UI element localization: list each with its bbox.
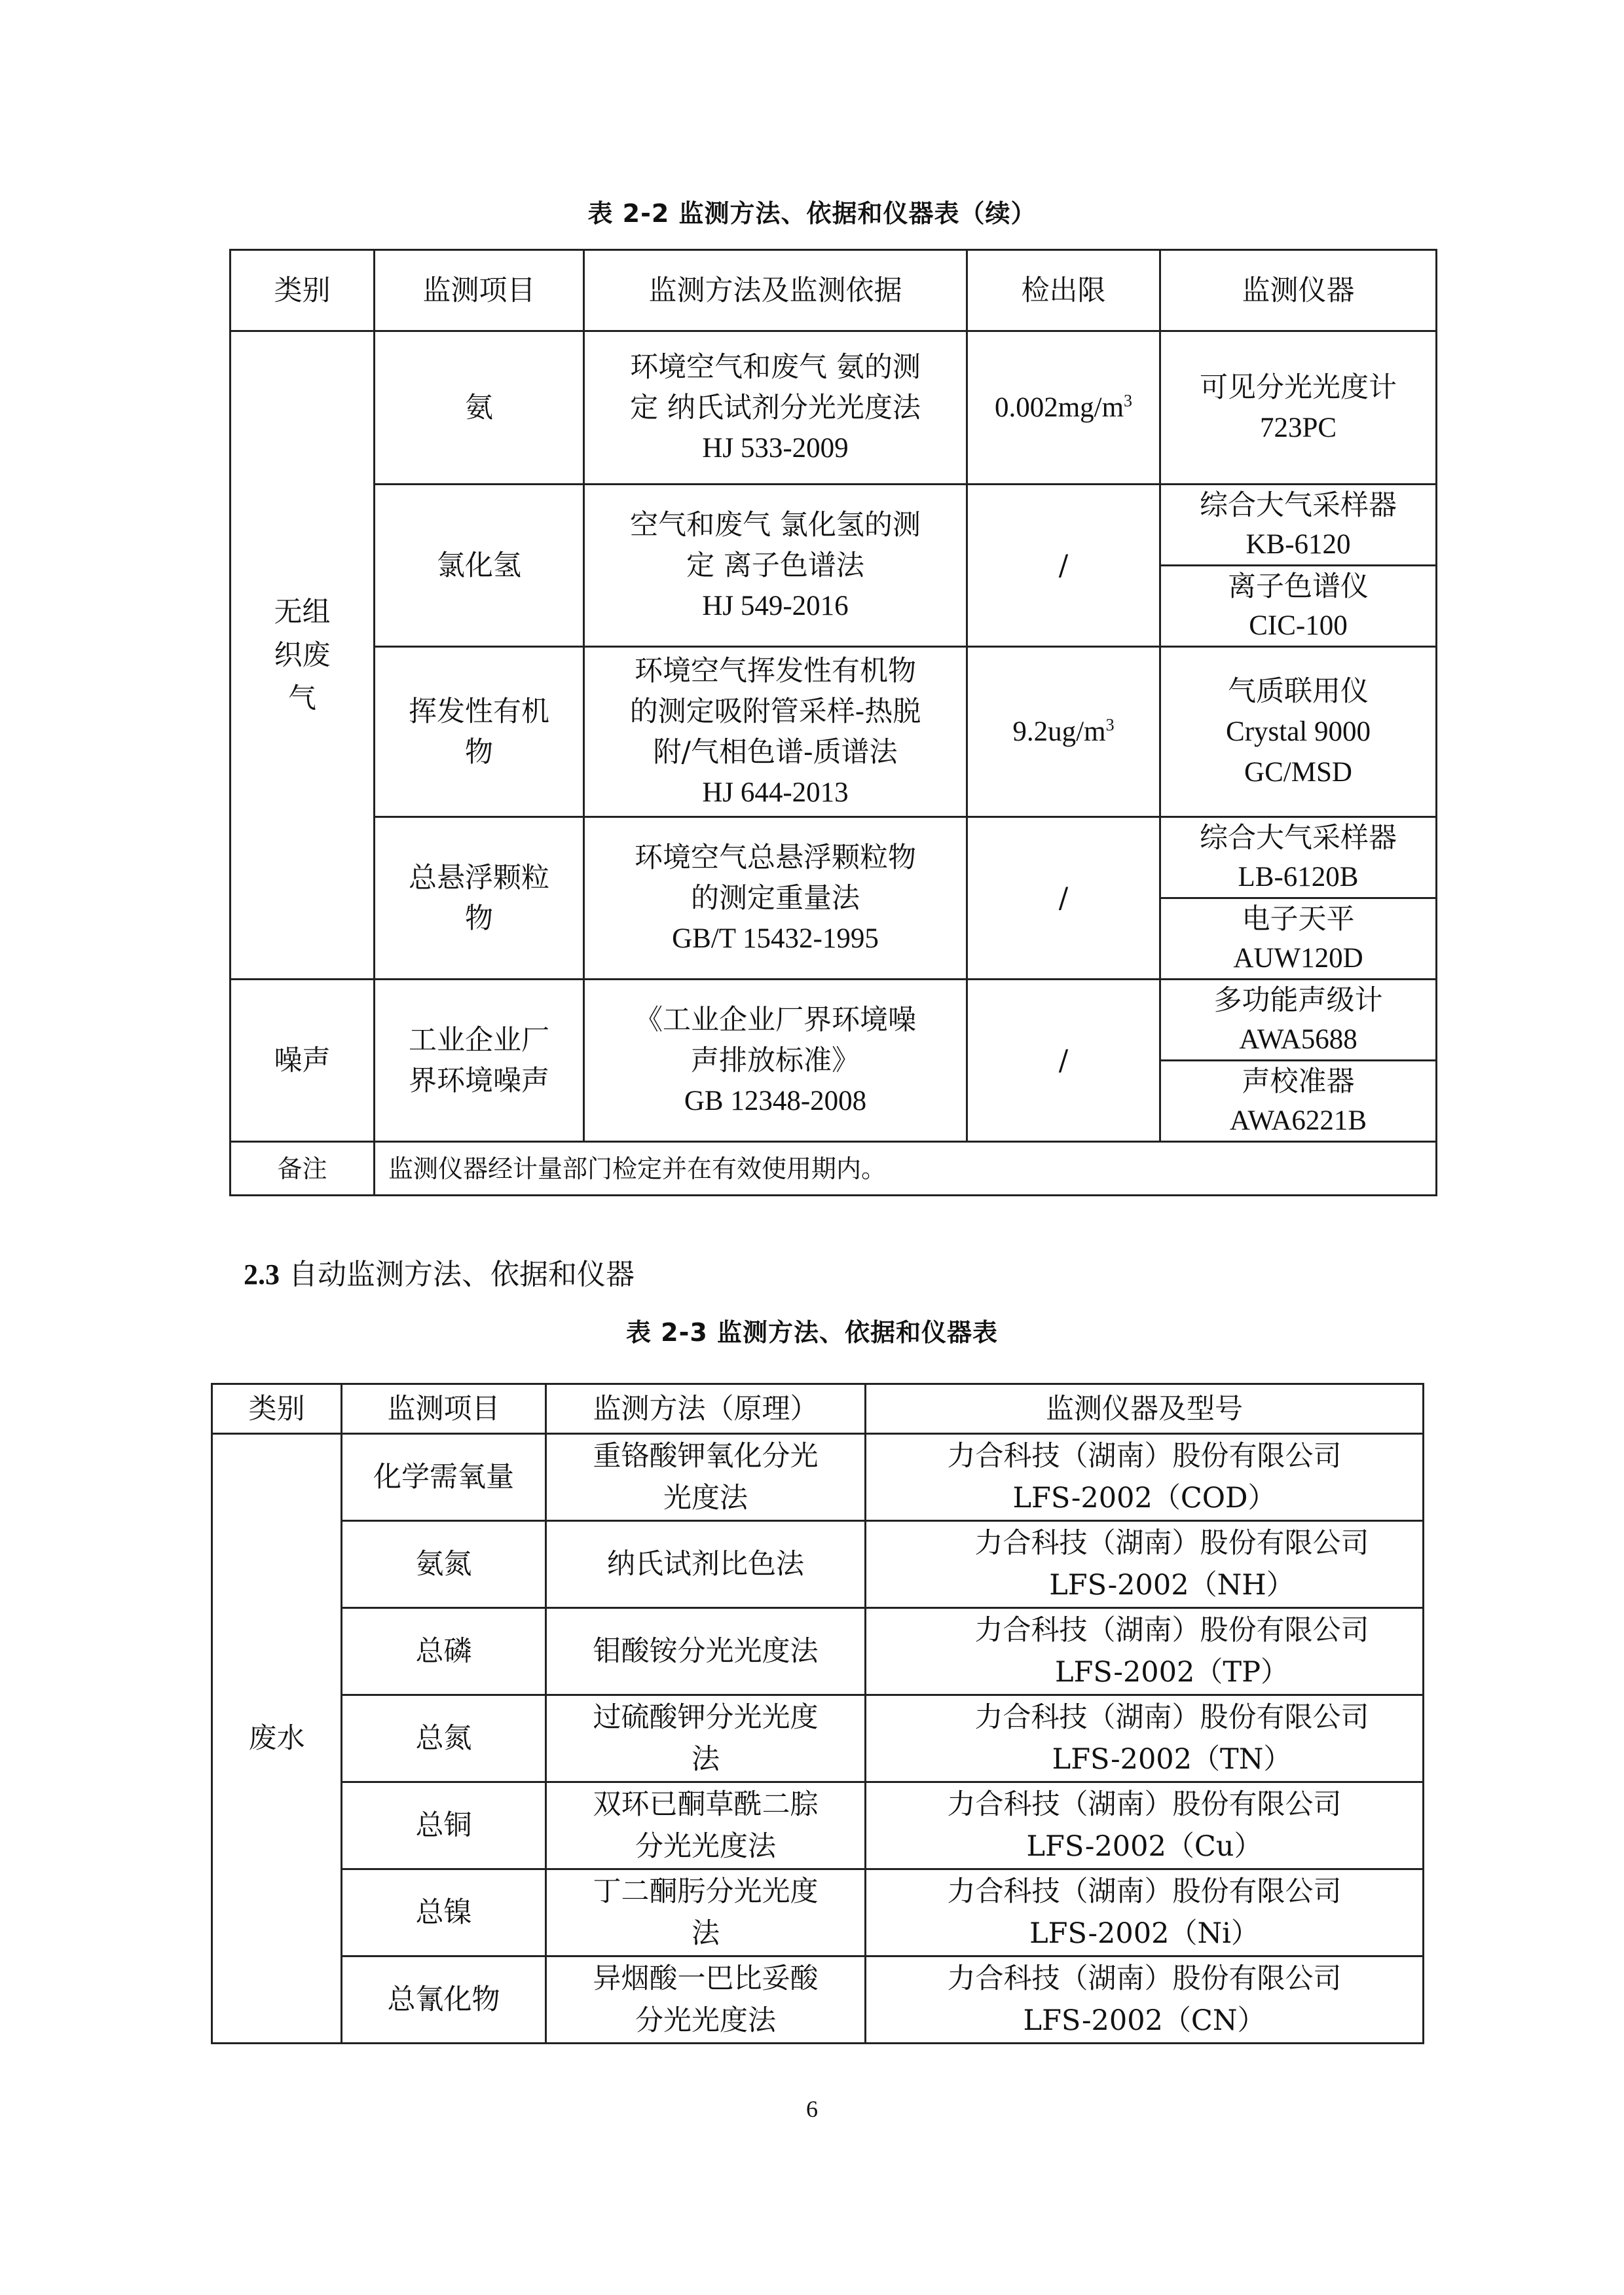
header-item: 监测项目 [375,250,584,331]
instrument-cell [1160,331,1437,485]
instrument-cell [866,1869,1424,1956]
header-limit: 检出限 [967,250,1160,331]
limit-value: 0.002mg/m [994,392,1124,423]
item-cell: 氨氮 [342,1521,546,1608]
instrument-name: 气质联用仪 [1228,674,1369,708]
method-line: 钼酸铵分光光度法 [593,1635,819,1668]
table-row [212,1956,1424,2044]
limit-cell: / [967,980,1160,1142]
limit-cell: / [967,485,1160,647]
item-text: 界环境噪声 [409,1064,549,1097]
instrument-maker: 力合科技（湖南）股份有限公司 [947,1875,1342,1908]
instrument-model: 723PC [1259,412,1337,443]
section-heading [244,1251,635,1293]
method-line: 光度法 [663,1482,748,1515]
page-number: 6 [806,2096,818,2122]
note-text: 监测仪器经计量部门检定并在有效使用期内。 [375,1142,1437,1196]
instrument-model: LFS-2002（Ni） [1029,1917,1259,1950]
item-text: 工业企业厂 [409,1023,549,1057]
item-cell [375,817,584,980]
table-row [212,1782,1424,1869]
instrument-model: LFS-2002（TN） [1052,1743,1292,1776]
instrument-maker: 力合科技（湖南）股份有限公司 [974,1701,1369,1734]
instrument-name: 离子色谱仪 [1228,570,1369,603]
table-2-2-caption: 表 2-2 监测方法、依据和仪器表（续） [587,199,1037,228]
method-line: 定 纳氏试剂分光光度法 [630,391,921,424]
table-header-row [212,1384,1424,1434]
item-cell: 总氮 [342,1695,546,1782]
instrument-cell [866,1956,1424,2044]
instrument-maker: 力合科技（湖南）股份有限公司 [947,1788,1342,1821]
method-line: 丁二酮肟分光光度 [593,1875,819,1908]
method-line: 双环已酮草酰二腙 [593,1788,819,1821]
table-row [212,1608,1424,1695]
instrument-name: 综合大气采样器 [1200,488,1397,522]
header-method: 监测方法（原理） [546,1384,866,1434]
instrument-model: LFS-2002（NH） [1049,1569,1295,1602]
instrument-model: AWA5688 [1239,1023,1357,1055]
method-line: 空气和废气 氯化氢的测 [630,508,921,542]
method-line: 的测定吸附管采样-热脱 [629,695,921,728]
category-label: 无组织废气 [274,595,331,715]
limit-superscript: 3 [1105,715,1115,735]
instrument-model: LFS-2002（CN） [1023,2004,1266,2037]
item-cell: 总铜 [342,1782,546,1869]
limit-cell: / [967,817,1160,980]
section-title: 自动监测方法、依据和仪器 [289,1258,635,1291]
note-row [231,1142,1437,1196]
instrument-model: LFS-2002（Cu） [1026,1830,1263,1863]
method-line: 的测定重量法 [691,881,860,915]
instrument-maker: 力合科技（湖南）股份有限公司 [947,1440,1342,1473]
method-line: 异烟酸一巴比妥酸 [593,1962,819,1995]
header-category: 类别 [212,1384,342,1434]
method-line: 法 [692,1743,720,1776]
table-row [231,647,1437,817]
instrument-cell [1160,898,1437,980]
header-instrument: 监测仪器 [1160,250,1437,331]
table-row [231,331,1437,485]
table-header-row [231,250,1437,331]
method-cell [584,485,967,647]
limit-cell [967,331,1160,485]
category-cell [231,331,375,980]
instrument-model: Crystal 9000 [1226,716,1371,747]
method-cell [546,1782,866,1869]
instrument-model: AUW120D [1233,942,1363,974]
method-line: 分光光度法 [635,1830,776,1863]
instrument-cell [1160,566,1437,647]
section-number: 2.3 [244,1258,280,1291]
item-text: 氨 [465,391,493,424]
table-row [231,485,1437,566]
instrument-name: 综合大气采样器 [1200,821,1397,854]
method-cell [546,1695,866,1782]
method-cell [546,1608,866,1695]
table-row [212,1695,1424,1782]
instrument-cell [866,1782,1424,1869]
instrument-cell [866,1434,1424,1521]
table-row [231,980,1437,1061]
instrument-cell [1160,1061,1437,1142]
item-text: 物 [465,902,493,935]
method-cell [584,980,967,1142]
instrument-cell [1160,647,1437,817]
table-row [212,1521,1424,1608]
item-text: 挥发性有机 [409,695,549,728]
method-line: 《工业企业厂界环境噪 [635,1003,916,1037]
method-line: 环境空气挥发性有机物 [635,654,916,688]
header-instrument: 监测仪器及型号 [866,1384,1424,1434]
instrument-maker: 力合科技（湖南）股份有限公司 [974,1527,1369,1560]
method-line: 环境空气和废气 氨的测 [630,350,921,384]
category-cell: 噪声 [231,980,375,1142]
instrument-model: CIC-100 [1249,610,1348,641]
instrument-cell [1160,485,1437,566]
method-line: 附/气相色谱-质谱法 [653,735,898,769]
limit-superscript: 3 [1124,391,1133,411]
method-line: 过硫酸钾分光光度 [593,1701,819,1734]
instrument-name: 可见分光光度计 [1200,371,1397,404]
instrument-model: KB-6120 [1246,528,1351,560]
item-text: 总悬浮颗粒 [409,861,549,894]
limit-cell [967,647,1160,817]
instrument-cell [1160,817,1437,898]
method-cell [546,1869,866,1956]
item-cell [375,331,584,485]
method-line: 重铬酸钾氧化分光 [593,1440,819,1473]
instrument-cell [866,1608,1424,1695]
method-line: HJ 533-2009 [702,432,849,464]
method-cell [584,647,967,817]
method-line: GB/T 15432-1995 [672,923,879,954]
item-text: 物 [465,735,493,769]
method-line: 声排放标准》 [691,1044,860,1077]
method-line: 法 [692,1917,720,1950]
category-cell: 废水 [212,1434,342,2044]
instrument-name: 多功能声级计 [1213,983,1383,1017]
method-line: 环境空气总悬浮颗粒物 [635,841,916,874]
method-line: 纳氏试剂比色法 [607,1548,804,1581]
method-line: HJ 549-2016 [702,590,849,621]
header-category: 类别 [231,250,375,331]
table-row [212,1434,1424,1521]
item-cell: 总氰化物 [342,1956,546,2044]
item-cell: 化学需氧量 [342,1434,546,1521]
limit-value: 9.2ug/m [1012,716,1106,747]
method-line: 定 离子色谱法 [686,549,864,582]
item-text: 氯化氢 [437,549,521,582]
table-2-2 [229,249,1437,1196]
header-method: 监测方法及监测依据 [584,250,967,331]
table-2-3-caption: 表 2-3 监测方法、依据和仪器表 [625,1318,999,1347]
instrument-model: LB-6120B [1238,861,1359,892]
item-cell: 总镍 [342,1869,546,1956]
method-cell [546,1521,866,1608]
instrument-cell [1160,980,1437,1061]
table-row [212,1869,1424,1956]
instrument-model: LFS-2002（COD） [1012,1482,1276,1515]
item-cell [375,980,584,1142]
method-cell [584,817,967,980]
method-line: HJ 644-2013 [702,777,849,808]
method-line: 分光光度法 [635,2004,776,2037]
header-item: 监测项目 [342,1384,546,1434]
instrument-maker: 力合科技（湖南）股份有限公司 [947,1962,1342,1995]
instrument-cell [866,1695,1424,1782]
item-cell: 总磷 [342,1608,546,1695]
method-cell [546,1956,866,2044]
item-cell [375,647,584,817]
instrument-model: GC/MSD [1244,756,1352,788]
method-cell [546,1434,866,1521]
instrument-maker: 力合科技（湖南）股份有限公司 [974,1614,1369,1647]
instrument-name: 声校准器 [1242,1065,1355,1098]
method-line: GB 12348-2008 [684,1085,867,1116]
instrument-model: AWA6221B [1229,1105,1367,1136]
instrument-model: LFS-2002（TP） [1055,1656,1289,1689]
method-cell [584,331,967,485]
instrument-name: 电子天平 [1242,902,1355,936]
item-cell [375,485,584,647]
table-2-3 [211,1383,1424,2044]
note-label: 备注 [231,1142,375,1196]
instrument-cell [866,1521,1424,1608]
table-row [231,817,1437,898]
